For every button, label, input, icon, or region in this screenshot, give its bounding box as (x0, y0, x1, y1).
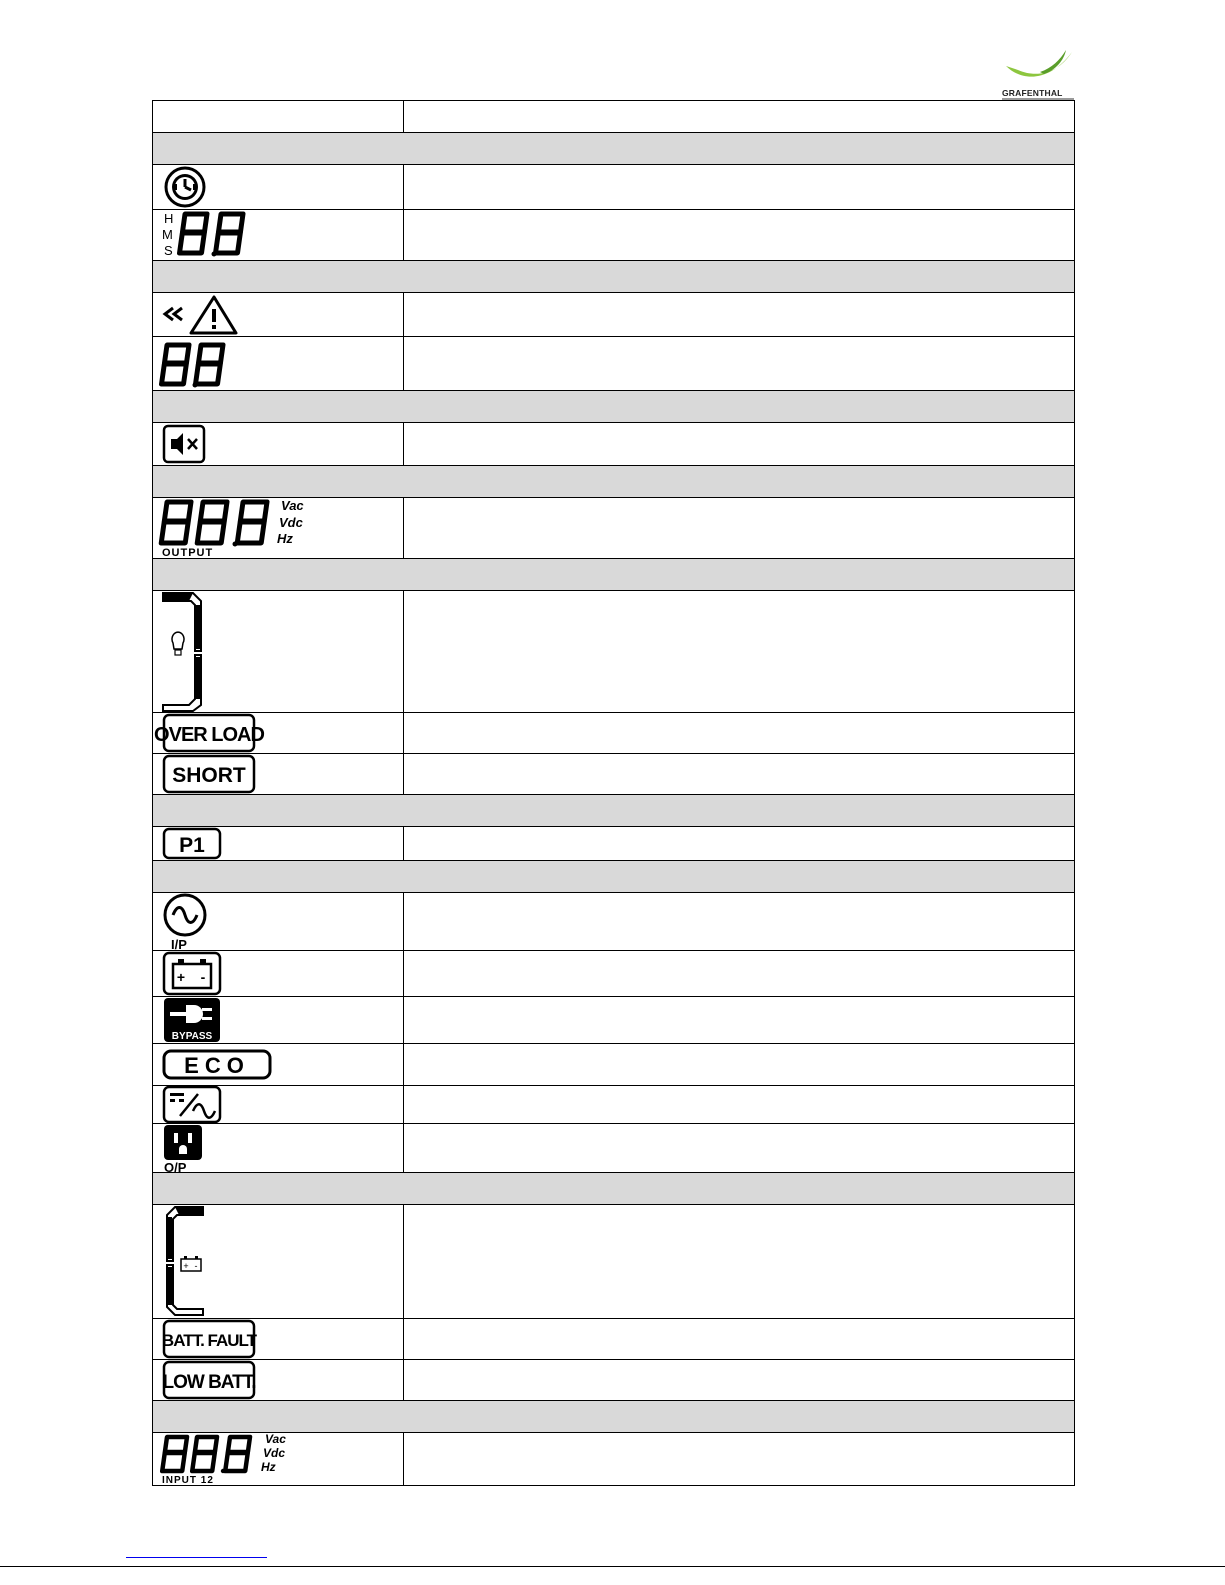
table-row (153, 293, 1075, 337)
section-cell (153, 1173, 1075, 1205)
description-cell (404, 893, 1075, 951)
table-row (153, 1433, 1075, 1486)
table-row (153, 1086, 1075, 1124)
fault-code-digits (153, 337, 404, 390)
section-row (153, 1173, 1075, 1205)
svg-text:+: + (176, 969, 186, 985)
seven-seg-digit (180, 214, 207, 253)
section-row (153, 1401, 1075, 1433)
icon-cell (153, 827, 404, 861)
eco-text: ECO (184, 1053, 250, 1078)
description-cell (404, 754, 1075, 795)
icon-cell (153, 893, 404, 951)
section-cell (153, 861, 1075, 893)
load-level-bar (153, 591, 404, 712)
battery-level-bar (153, 1205, 404, 1318)
icon-cell (153, 210, 404, 261)
seven-seg-digit (216, 214, 243, 253)
table-row (153, 423, 1075, 466)
low-battery-text: LOW BATT. (162, 1372, 256, 1393)
description-cell (404, 1433, 1075, 1486)
icon-cell (153, 498, 404, 559)
overload-badge (153, 713, 404, 753)
description-cell (404, 210, 1075, 261)
p1-badge (153, 827, 404, 860)
section-cell (153, 795, 1075, 827)
table-row (153, 1124, 1075, 1173)
header-function-cell (404, 101, 1075, 133)
op-caption: O/P (164, 1160, 187, 1172)
svg-text:-: - (200, 969, 206, 985)
ip-caption: I/P (171, 937, 187, 950)
section-cell (153, 559, 1075, 591)
unit-vdc-label: Vdc (279, 515, 303, 530)
battery-fault-text: BATT. FAULT (161, 1331, 257, 1350)
description-cell (404, 591, 1075, 713)
icon-cell (153, 1044, 404, 1086)
overload-text: OVER LOAD (154, 724, 264, 746)
table-row (153, 1360, 1075, 1401)
icon-cell (153, 591, 404, 713)
short-text: SHORT (172, 764, 246, 787)
battery-fault-badge (153, 1319, 404, 1359)
bypass-icon (153, 997, 404, 1043)
input-caption: INPUT 12 (162, 1475, 214, 1485)
description-cell (404, 997, 1075, 1044)
icon-cell (153, 1319, 404, 1360)
mute-icon (153, 423, 404, 465)
timer-s-label: S (164, 243, 173, 258)
section-row (153, 261, 1075, 293)
section-cell (153, 1401, 1075, 1433)
table-row (153, 1319, 1075, 1360)
table-row (153, 713, 1075, 754)
hms-timer-digits (153, 210, 404, 260)
header-icon-cell (153, 101, 404, 133)
table-row (153, 210, 1075, 261)
unit-vac-label: Vac (265, 1433, 286, 1446)
section-row (153, 861, 1075, 893)
description-cell (404, 951, 1075, 997)
section-cell (153, 261, 1075, 293)
description-cell (404, 1044, 1075, 1086)
section-cell (153, 133, 1075, 165)
grafenthal-logo (1000, 48, 1080, 100)
ac-input-icon (153, 893, 404, 950)
section-row (153, 559, 1075, 591)
input-readout (153, 1433, 404, 1485)
eco-badge (153, 1044, 404, 1085)
bypass-text: BYPASS (171, 1031, 213, 1042)
description-cell (404, 1086, 1075, 1124)
table-row (153, 754, 1075, 795)
battery-icon (153, 951, 404, 996)
icon-cell (153, 1205, 404, 1319)
logo-swoosh-icon (1000, 48, 1080, 88)
section-row (153, 795, 1075, 827)
icon-cell (153, 951, 404, 997)
description-cell (404, 1360, 1075, 1401)
table-row (153, 165, 1075, 210)
lcd-legend-table (152, 100, 1075, 1486)
svg-text:-: - (194, 1261, 198, 1271)
icon-cell (153, 754, 404, 795)
icon-cell (153, 1433, 404, 1486)
logo-text: GRAFENTHAL (1002, 88, 1063, 98)
warning-icon (153, 293, 404, 336)
footer-divider (0, 1566, 1225, 1567)
unit-hz-label: Hz (261, 1460, 276, 1474)
section-row (153, 391, 1075, 423)
table-row (153, 997, 1075, 1044)
unit-vdc-label: Vdc (263, 1446, 286, 1460)
icon-cell (153, 337, 404, 391)
low-battery-badge (153, 1360, 404, 1400)
unit-vac-label: Vac (281, 498, 304, 513)
icon-cell (153, 997, 404, 1044)
icon-cell (153, 1124, 404, 1173)
description-cell (404, 1124, 1075, 1173)
icon-cell (153, 1360, 404, 1401)
inverter-icon (153, 1086, 404, 1123)
icon-cell (153, 1086, 404, 1124)
description-cell (404, 293, 1075, 337)
table-row (153, 893, 1075, 951)
description-cell (404, 713, 1075, 754)
table-row (153, 1044, 1075, 1086)
table-row (153, 498, 1075, 559)
timer-h-label: H (164, 211, 174, 226)
section-cell (153, 466, 1075, 498)
output-readout (153, 498, 404, 558)
description-cell (404, 1205, 1075, 1319)
description-cell (404, 337, 1075, 391)
icon-cell (153, 293, 404, 337)
description-cell (404, 827, 1075, 861)
icon-cell (153, 423, 404, 466)
output-socket-icon (153, 1124, 404, 1172)
section-row (153, 466, 1075, 498)
table-row (153, 1205, 1075, 1319)
table-row (153, 591, 1075, 713)
description-cell (404, 165, 1075, 210)
unit-hz-label: Hz (277, 531, 293, 546)
table-row (153, 337, 1075, 391)
short-badge (153, 754, 404, 794)
svg-text:+: + (183, 1261, 189, 1271)
icon-cell (153, 165, 404, 210)
section-cell (153, 391, 1075, 423)
description-cell (404, 498, 1075, 559)
p1-text: P1 (179, 834, 205, 857)
description-cell (404, 423, 1075, 466)
timer-m-label: M (162, 227, 173, 242)
description-cell (404, 1319, 1075, 1360)
footer-link-underline[interactable] (126, 1557, 267, 1558)
table-header-row (153, 101, 1075, 133)
table-row (153, 951, 1075, 997)
clock-icon (153, 165, 404, 209)
table-row (153, 827, 1075, 861)
output-caption: OUTPUT (162, 547, 214, 558)
section-row (153, 133, 1075, 165)
icon-cell (153, 713, 404, 754)
